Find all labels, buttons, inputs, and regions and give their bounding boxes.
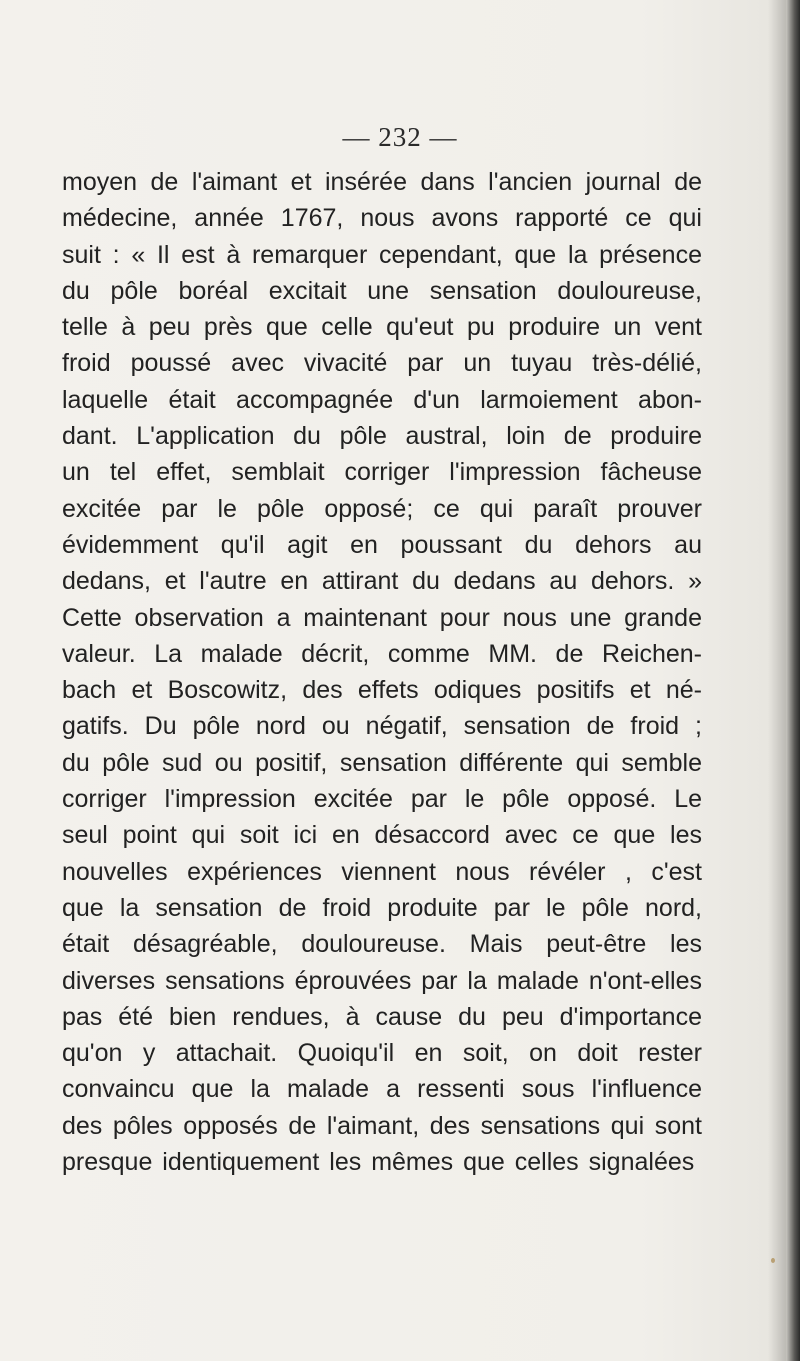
- text-line: dant. L'application du pôle austral, loin de produire: [62, 422, 702, 451]
- ink-speck: [771, 1258, 775, 1263]
- text-line: pas été bien rendues, à cause du peu d'importance: [62, 1002, 702, 1031]
- text-line: qu'on y attachait. Quoiqu'il en soit, on doit rester: [62, 1039, 702, 1068]
- text-line: laquelle était accompagnée d'un larmoiement abon-: [62, 385, 702, 414]
- text-line: médecine, année 1767, nous avons rapporté ce qui: [62, 204, 702, 233]
- page-number: — 232 —: [342, 122, 458, 152]
- text-line: corriger l'impression excitée par le pôle opposé. Le: [62, 785, 702, 814]
- text-line: des pôles opposés de l'aimant, des sensations qui sont: [62, 1111, 702, 1140]
- text-line: un tel effet, semblait corriger l'impression fâcheuse: [62, 458, 702, 487]
- text-line: nouvelles expériences viennent nous révéler , c'est: [62, 857, 702, 886]
- text-line: diverses sensations éprouvées par la malade n'ont-elles: [62, 966, 702, 995]
- text-line: convaincu que la malade a ressenti sous l'influence: [62, 1075, 702, 1104]
- text-line: seul point qui soit ici en désaccord avec ce que les: [62, 821, 702, 850]
- text-line: était désagréable, douloureuse. Mais peut-être les: [62, 930, 702, 959]
- text-line: évidemment qu'il agit en poussant du dehors au: [62, 530, 702, 559]
- page-edge-shadow: [786, 0, 800, 1361]
- text-line: bach et Boscowitz, des effets odiques positifs et né-: [62, 676, 702, 705]
- text-line: dedans, et l'autre en attirant du dedans au dehors. »: [62, 567, 702, 596]
- text-line: presque identiquement les mêmes que celles signalées: [62, 1148, 695, 1177]
- text-line: moyen de l'aimant et insérée dans l'ancien journal de: [62, 168, 702, 196]
- text-line: gatifs. Du pôle nord ou négatif, sensation de froid ;: [62, 712, 702, 741]
- text-line: Cette observation a maintenant pour nous une grande: [62, 603, 702, 632]
- text-line: du pôle boréal excitait une sensation douloureuse,: [62, 276, 702, 305]
- text-line: telle à peu près que celle qu'eut pu produire un vent: [62, 313, 702, 342]
- text-line: que la sensation de froid produite par le pôle nord,: [62, 893, 702, 922]
- text-line: du pôle sud ou positif, sensation différente qui semble: [62, 748, 702, 777]
- text-line: froid poussé avec vivacité par un tuyau très-délié,: [62, 349, 702, 378]
- text-line: excitée par le pôle opposé; ce qui paraît prouver: [62, 494, 702, 523]
- text-line: suit : « Il est à remarquer cependant, que la présence: [62, 240, 702, 269]
- body-paragraph: [62, 164, 702, 1180]
- text-line: valeur. La malade décrit, comme MM. de Reichen-: [62, 639, 702, 668]
